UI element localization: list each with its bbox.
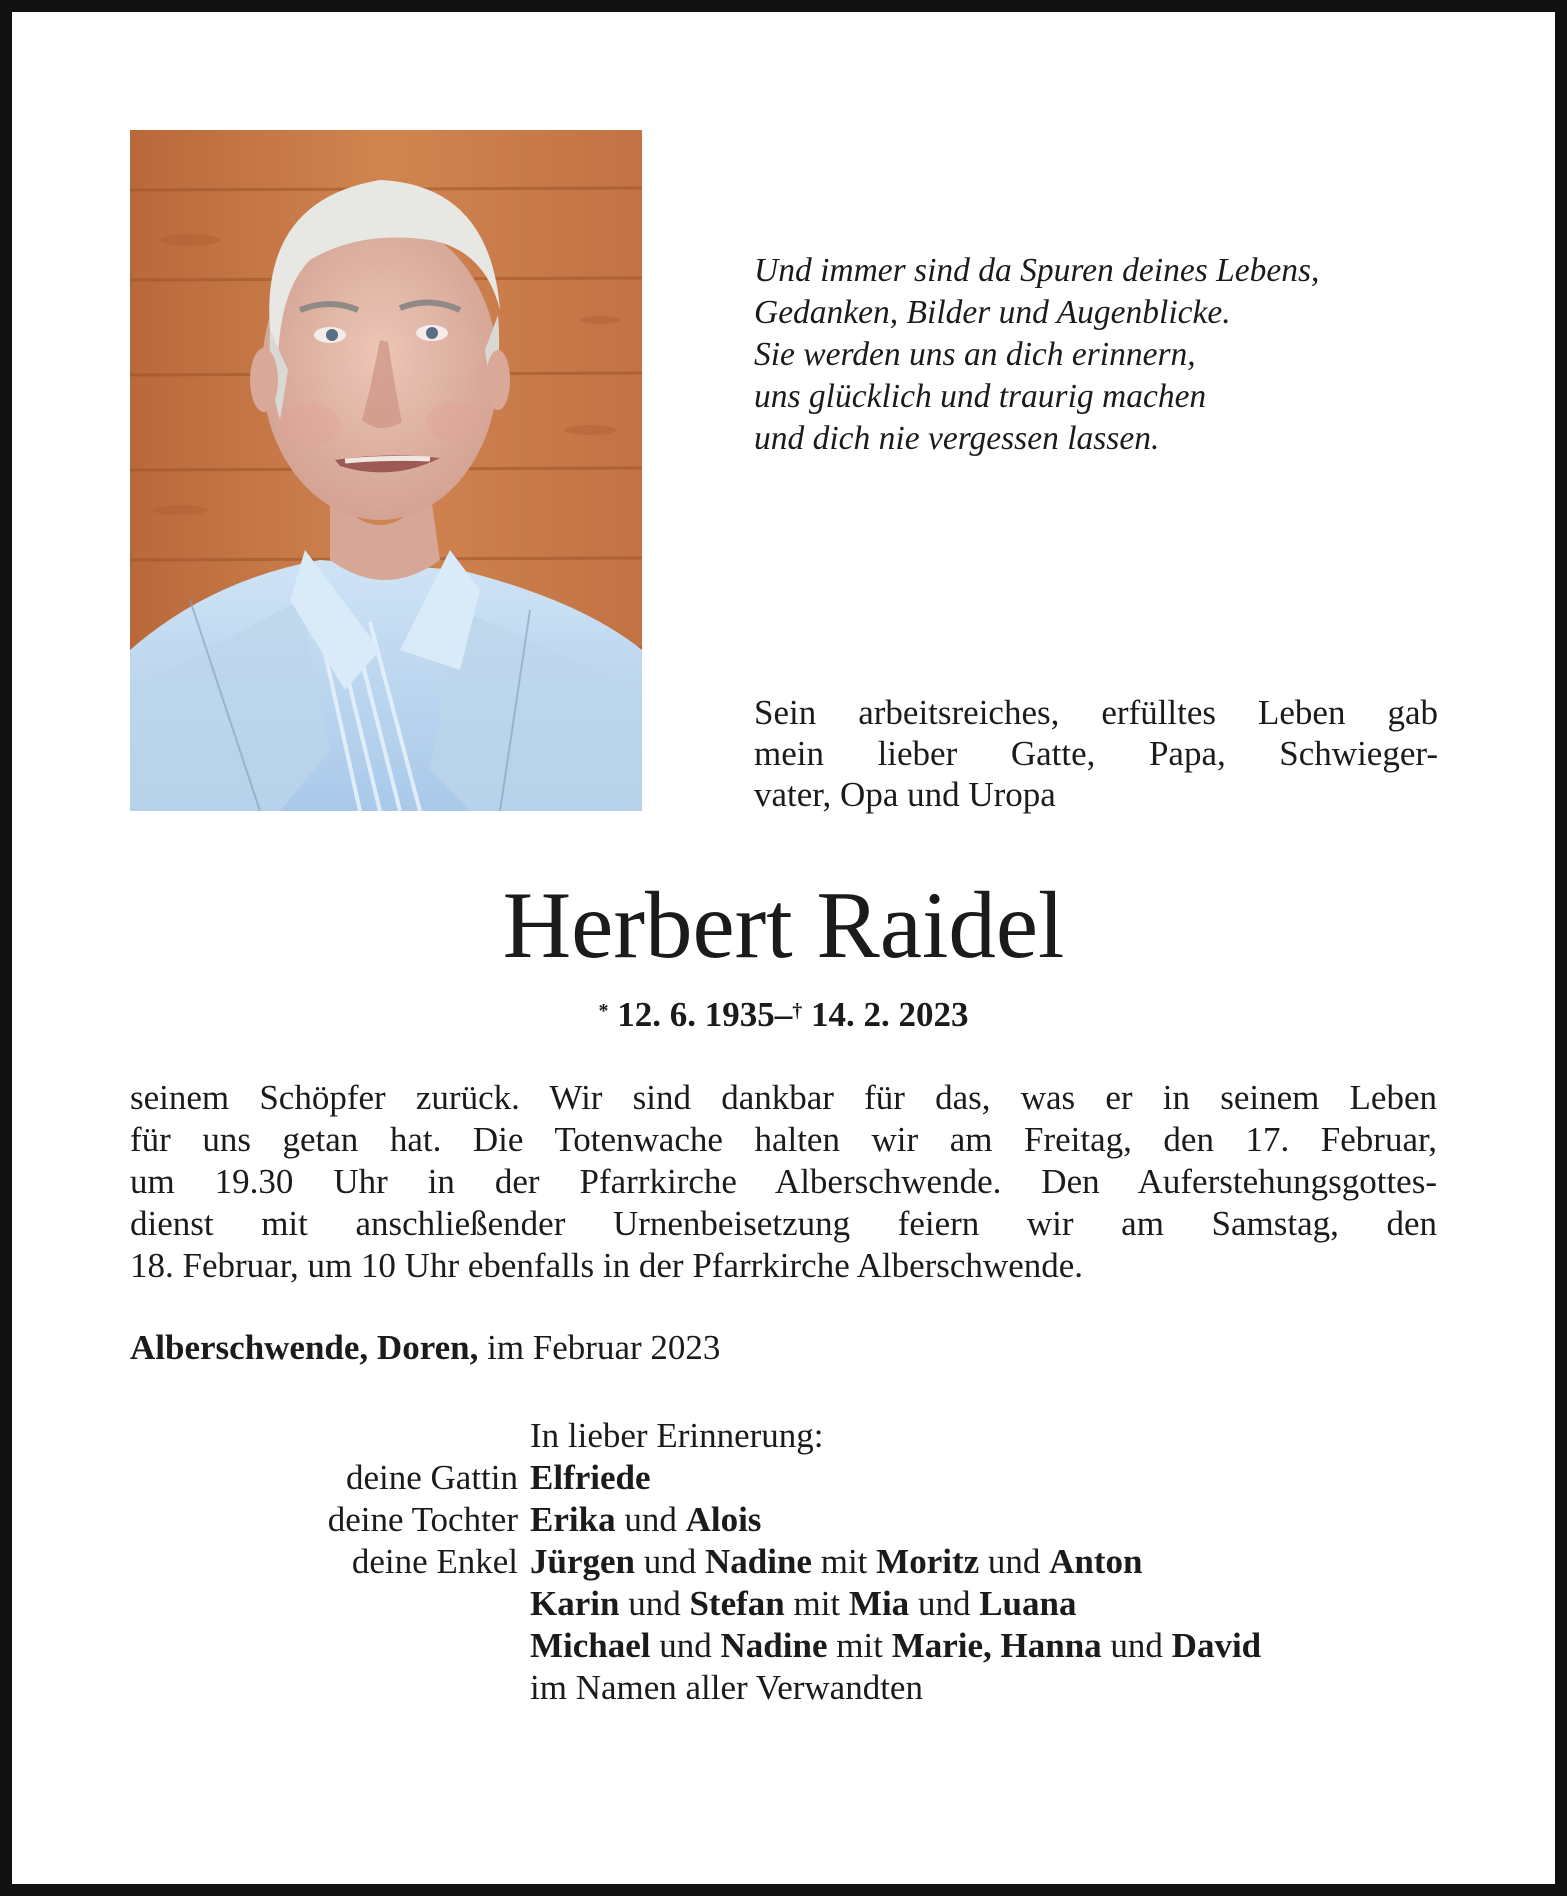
connector: mit bbox=[836, 1626, 883, 1665]
person-name: Jürgen bbox=[530, 1542, 635, 1581]
closing-line: im Namen aller Verwandten bbox=[530, 1668, 923, 1707]
deceased-name: Herbert Raidel bbox=[502, 872, 1065, 978]
birth-date: 12. 6. 1935 bbox=[617, 995, 775, 1034]
portrait-photo bbox=[130, 130, 642, 811]
body-line: seinem Schöpfer zurück. Wir sind dankbar für das, was er in seinem Leben bbox=[130, 1078, 1437, 1117]
person-name: David bbox=[1171, 1626, 1262, 1665]
poem-line: Gedanken, Bilder und Augenblicke. bbox=[754, 294, 1231, 331]
connector: und bbox=[987, 1542, 1041, 1581]
person-name: Nadine bbox=[705, 1542, 812, 1581]
person-name: Nadine bbox=[720, 1626, 828, 1665]
person-name: Moritz bbox=[876, 1542, 980, 1581]
family-row bbox=[0, 1667, 1567, 1709]
death-date: 14. 2. 2023 bbox=[811, 995, 969, 1034]
death-symbol: † bbox=[792, 1000, 803, 1022]
body-line: für uns getan hat. Die Totenwache halten wir am Freitag, den 17. Februar, bbox=[130, 1120, 1437, 1159]
place-month: im Februar 2023 bbox=[487, 1328, 721, 1367]
body-line: 18. Februar, um 10 Uhr ebenfalls in der Pfarrkirche Alberschwende. bbox=[130, 1246, 1084, 1285]
connector: und bbox=[628, 1584, 681, 1623]
connector: und bbox=[659, 1626, 712, 1665]
poem-line: und dich nie vergessen lassen. bbox=[754, 420, 1160, 457]
intro-line: mein lieber Gatte, Papa, Schwieger- bbox=[754, 734, 1438, 773]
date-separator: – bbox=[774, 995, 793, 1034]
family-row bbox=[0, 1541, 1567, 1583]
connector: mit bbox=[820, 1542, 868, 1581]
intro-line: Sein arbeitsreiches, erfülltes Leben gab bbox=[754, 693, 1438, 732]
relation-label: deine Gattin bbox=[345, 1458, 518, 1497]
person-name: Mia bbox=[848, 1584, 910, 1623]
family-row bbox=[0, 1499, 1567, 1541]
memory-heading: In lieber Erinnerung: bbox=[530, 1416, 824, 1455]
connector: und bbox=[1110, 1626, 1163, 1665]
family-row bbox=[0, 1583, 1567, 1625]
person-name: Michael bbox=[530, 1626, 651, 1665]
relation-label: deine Tochter bbox=[327, 1500, 518, 1539]
place-date bbox=[130, 1327, 720, 1369]
person-name: Erika bbox=[530, 1500, 616, 1539]
connector: mit bbox=[793, 1584, 841, 1623]
place-locations: Alberschwende, Doren, bbox=[130, 1328, 479, 1367]
connector: und bbox=[624, 1500, 677, 1539]
family-names bbox=[530, 1541, 1143, 1583]
person-name: Elfriede bbox=[530, 1458, 651, 1497]
birth-symbol: * bbox=[598, 1000, 609, 1022]
intro-text bbox=[754, 692, 1438, 815]
connector: und bbox=[917, 1584, 971, 1623]
family-names bbox=[530, 1583, 1076, 1625]
person-name: Marie, Hanna bbox=[891, 1626, 1102, 1665]
life-dates bbox=[0, 993, 1567, 1037]
poem bbox=[754, 250, 1474, 460]
poem-line: Und immer sind da Spuren deines Lebens, bbox=[754, 252, 1320, 289]
person-name: Karin bbox=[530, 1584, 620, 1623]
intro-line: vater, Opa und Uropa bbox=[754, 775, 1056, 814]
person-name: Anton bbox=[1049, 1542, 1143, 1581]
family-names bbox=[530, 1625, 1261, 1667]
relation-label: deine Enkel bbox=[351, 1542, 518, 1581]
family-list bbox=[0, 1457, 1567, 1709]
announcement-text bbox=[130, 1077, 1437, 1287]
poem-line: uns glücklich und traurig machen bbox=[754, 378, 1207, 415]
person-name: Alois bbox=[685, 1500, 762, 1539]
family-row bbox=[0, 1457, 1567, 1499]
family-names bbox=[530, 1499, 761, 1541]
person-name: Stefan bbox=[689, 1584, 785, 1623]
family-names bbox=[530, 1457, 651, 1499]
person-name: Luana bbox=[979, 1584, 1077, 1623]
body-line: um 19.30 Uhr in der Pfarrkirche Alberschwende. Den Auferstehungsgottes- bbox=[130, 1162, 1437, 1201]
family-row bbox=[0, 1625, 1567, 1667]
poem-line: Sie werden uns an dich erinnern, bbox=[754, 336, 1196, 373]
connector: und bbox=[643, 1542, 697, 1581]
body-line: dienst mit anschließender Urnenbeisetzung feiern wir am Samstag, den bbox=[130, 1204, 1437, 1243]
